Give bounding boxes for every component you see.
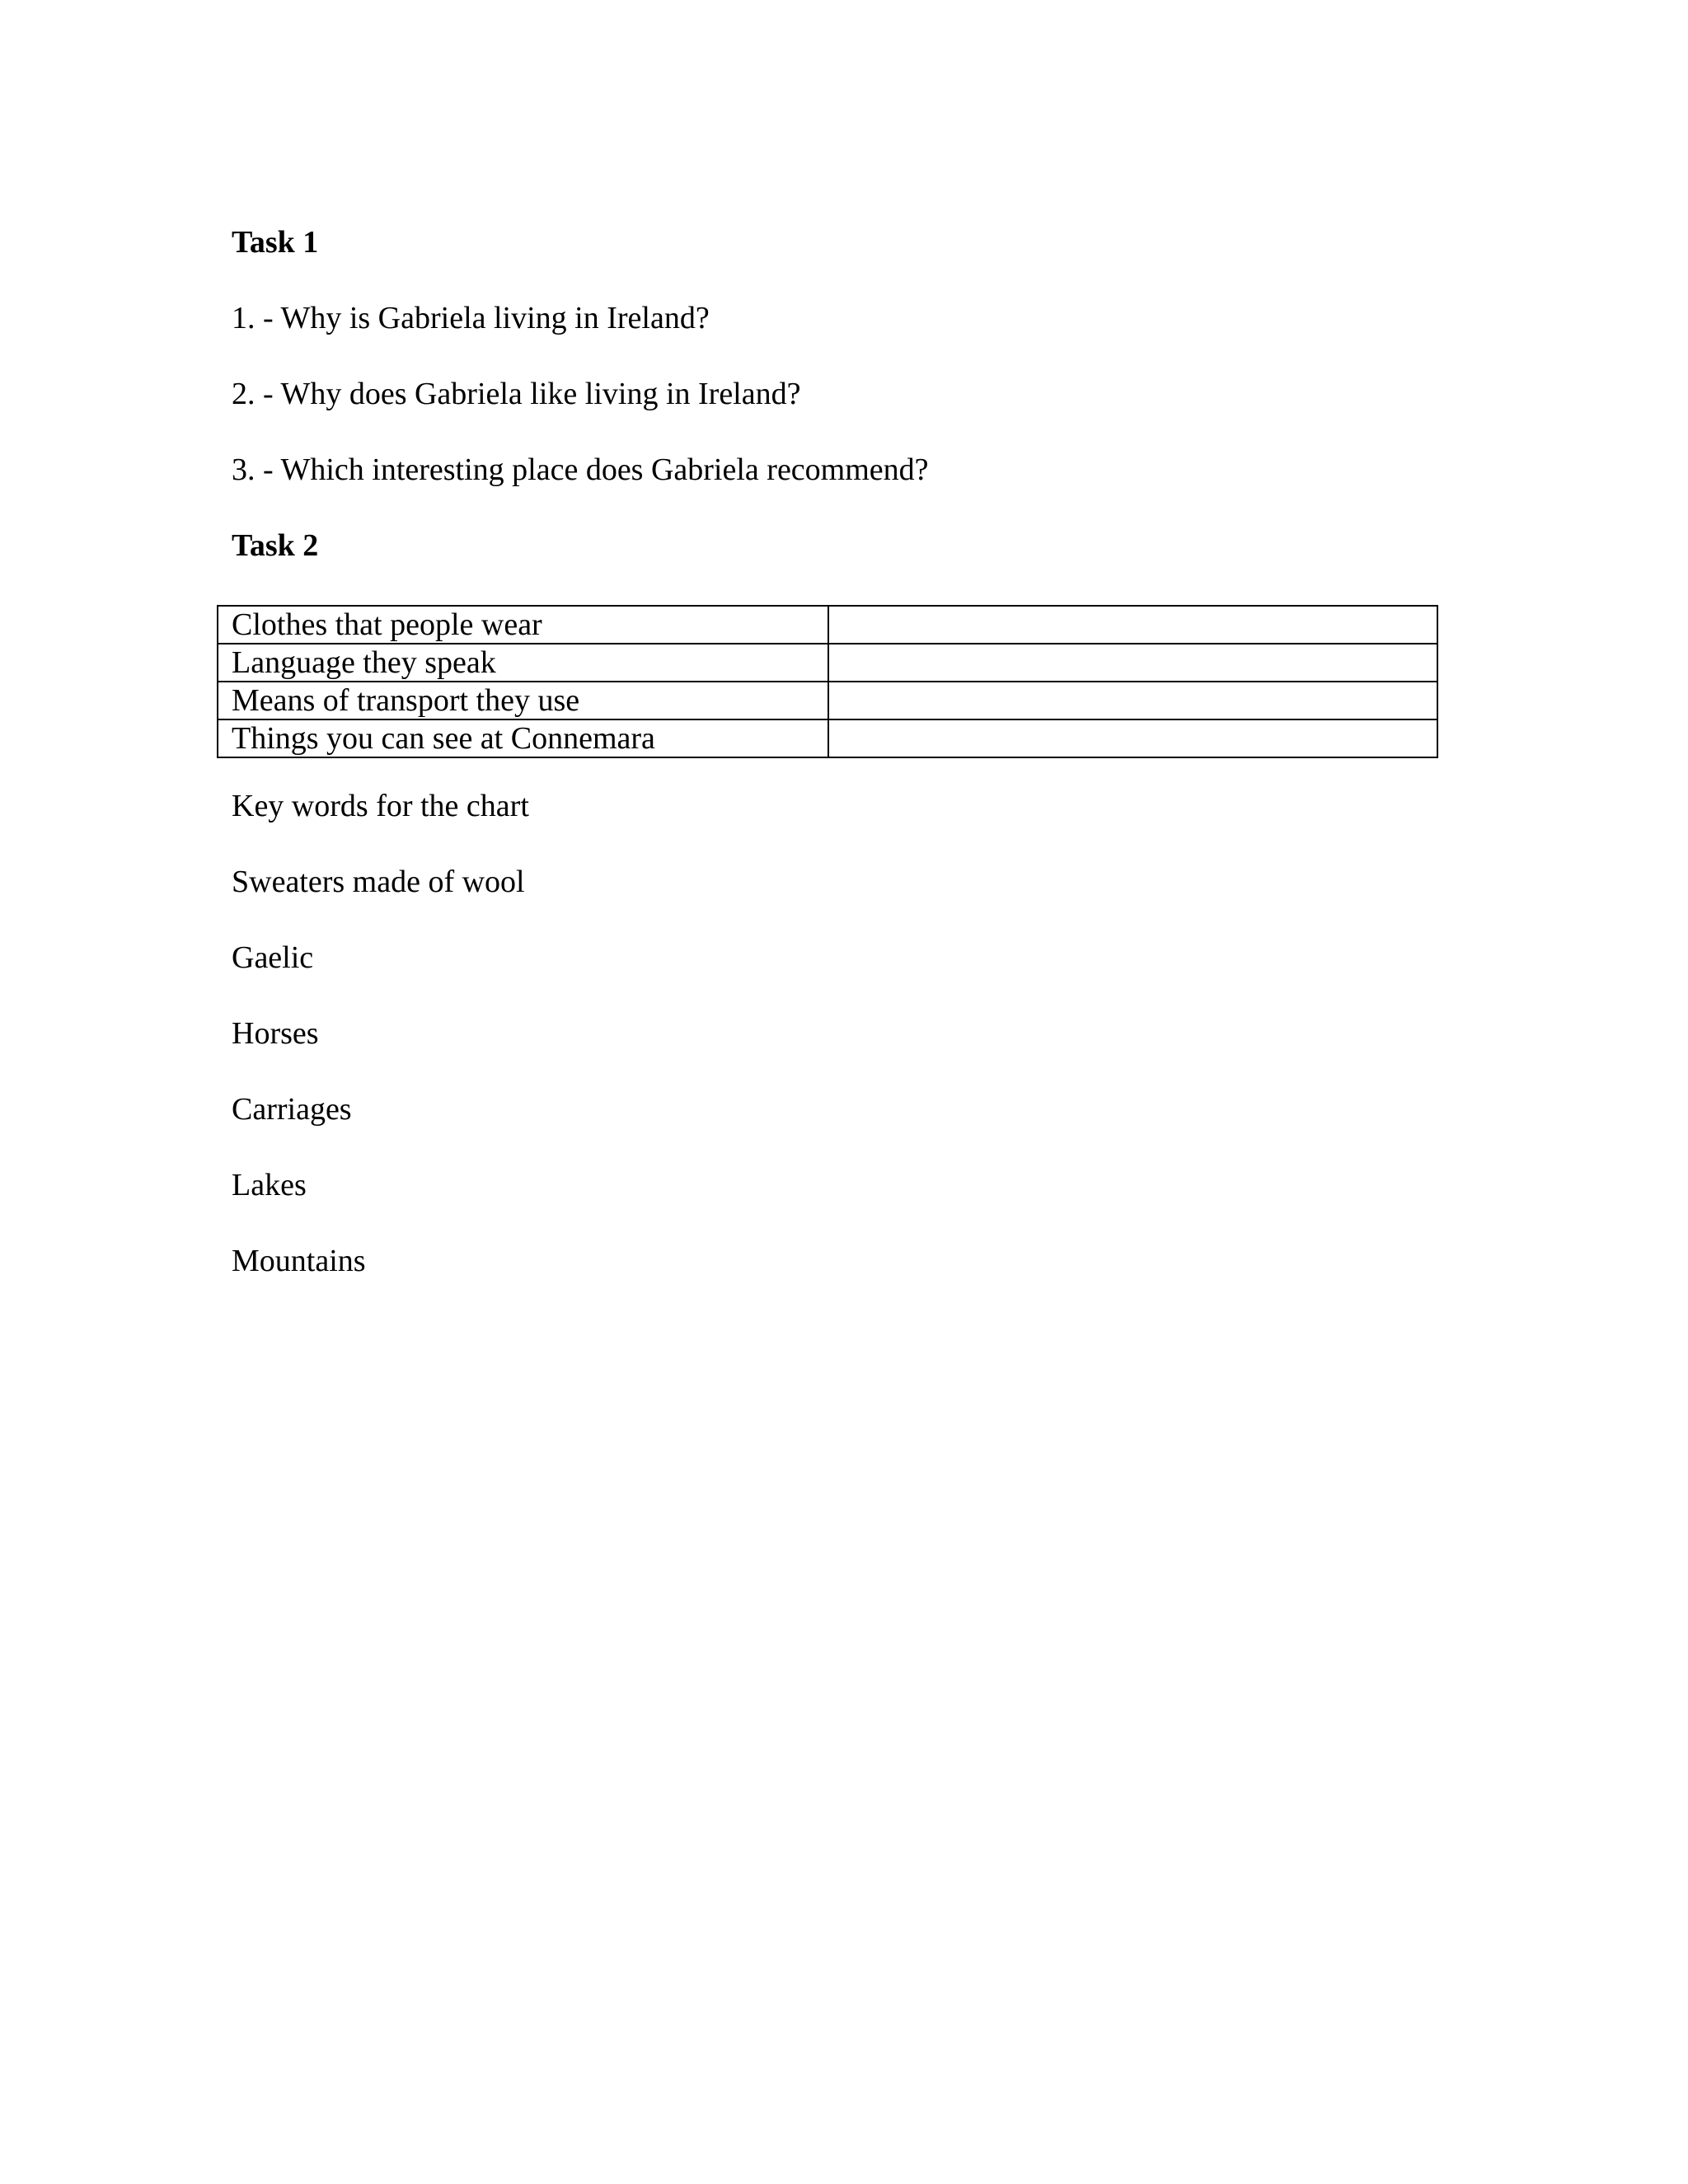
chart-label-connemara: Things you can see at Connemara [218,719,828,757]
key-word-item: Lakes [232,1168,307,1202]
chart-label-transport: Means of transport they use [218,682,828,719]
worksheet-content [232,223,1468,1317]
table-row [218,644,1437,682]
table-row [218,606,1437,644]
task2-heading: Task 2 [232,528,319,563]
key-word-item: Horses [232,1016,319,1051]
key-words-title: Key words for the chart [232,789,529,823]
key-word-item: Gaelic [232,940,314,975]
task1-heading: Task 1 [232,225,319,260]
task1-question-2: 2. - Why does Gabriela like living in Ireland? [232,377,801,411]
task1-question-1: 1. - Why is Gabriela living in Ireland? [232,301,710,335]
chart-answer-connemara[interactable] [828,719,1437,757]
table-row [218,719,1437,757]
chart-label-language: Language they speak [218,644,828,682]
chart-label-clothes: Clothes that people wear [218,606,828,644]
chart-answer-clothes[interactable] [828,606,1437,644]
task2-chart-table [217,605,1438,758]
task1-question-3: 3. - Which interesting place does Gabriela recommend? [232,452,929,487]
chart-answer-transport[interactable] [828,682,1437,719]
key-word-item: Carriages [232,1092,352,1127]
key-word-item: Mountains [232,1244,366,1278]
table-row [218,682,1437,719]
key-word-item: Sweaters made of wool [232,865,525,899]
chart-answer-language[interactable] [828,644,1437,682]
